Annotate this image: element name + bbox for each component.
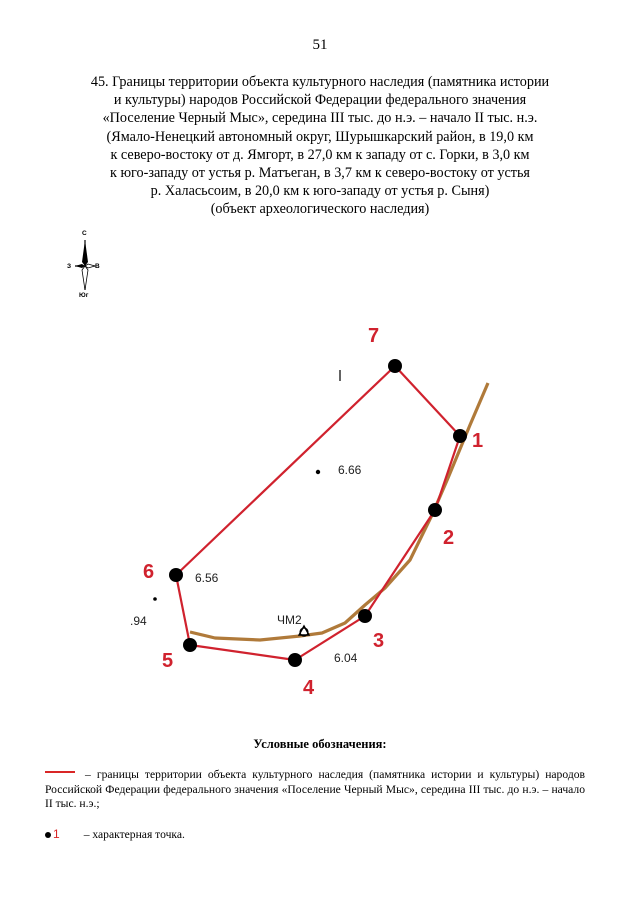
title-line: к северо-востоку от д. Ямгорт, в 27,0 км к западу от с. Горки, в 3,0 км	[110, 146, 530, 163]
page-number: 51	[312, 37, 328, 53]
compass-east-label: В	[95, 263, 100, 270]
legend-point-text: – характерная точка.	[83, 828, 185, 841]
boundary-line-swatch-icon	[45, 771, 75, 773]
title-line: к юго-западу от устья р. Матъеган, в 3,7 км к северо-востоку от устья	[110, 165, 530, 182]
point-3-marker	[358, 609, 372, 623]
point-6-marker	[169, 568, 183, 582]
legend-boundary-entry	[45, 768, 585, 812]
compass-north-label: С	[82, 230, 87, 237]
title-line: (Ямало-Ненецкий автономный округ, Шурышкарский район, в 19,0 км	[106, 128, 534, 145]
point-4-label: 4	[303, 677, 315, 699]
compass-south-label: Юг	[79, 292, 89, 299]
point-5-marker	[183, 638, 197, 652]
title-line: «Поселение Черный Мыс», середина III тыс. до н.э. – начало II тыс. н.э.	[102, 110, 538, 127]
point-4-marker	[288, 653, 302, 667]
point-7-marker	[388, 359, 402, 373]
elevation-label: .94	[130, 614, 147, 628]
legend-title: Условные обозначения:	[253, 737, 387, 751]
river-bank-line	[190, 383, 488, 640]
point-1-marker	[453, 429, 467, 443]
point-2-marker	[428, 503, 442, 517]
title-line: и культуры) народов Российской Федерации федерального значения	[113, 92, 527, 109]
point-3-label: 3	[373, 630, 385, 652]
title-line: (объект археологического наследия)	[210, 201, 430, 218]
elevation-label: 6.66	[338, 463, 362, 477]
point-2-label: 2	[443, 527, 455, 549]
title-line: 45. Границы территории объекта культурного наследия (памятника истории	[90, 74, 550, 90]
legend-boundary-text: – границы территории объекта культурного наследия (памятника истории и культуры) народов Российской Федерации федерального значения «Поселение Черный Мыс», середина III тыс. до н.э. – начало II тыс. н.э.;	[45, 768, 585, 811]
point-6-label: 6	[143, 561, 155, 583]
point-1-label: 1	[472, 430, 484, 452]
boundary-polygon	[176, 366, 460, 660]
title-line: р. Халасьсоим, в 20,0 км к юго-западу от устья р. Сыня)	[150, 183, 490, 200]
point-7-label: 7	[368, 325, 380, 347]
benchmark-label: ЧМ2	[277, 613, 302, 627]
site-plan	[0, 300, 640, 720]
compass-west-label: З	[67, 263, 72, 270]
document-title	[40, 73, 600, 219]
elevation-label: 6.56	[195, 571, 219, 585]
legend-point-number: 1	[53, 827, 60, 841]
compass-arrow-icon	[60, 228, 110, 308]
legend-point-entry	[45, 827, 185, 841]
point-5-label: 5	[162, 650, 174, 672]
benchmark-icon	[299, 626, 309, 636]
point-marker-icon	[45, 832, 51, 838]
compass-rose	[60, 228, 110, 308]
elevation-label: 6.04	[334, 651, 358, 665]
